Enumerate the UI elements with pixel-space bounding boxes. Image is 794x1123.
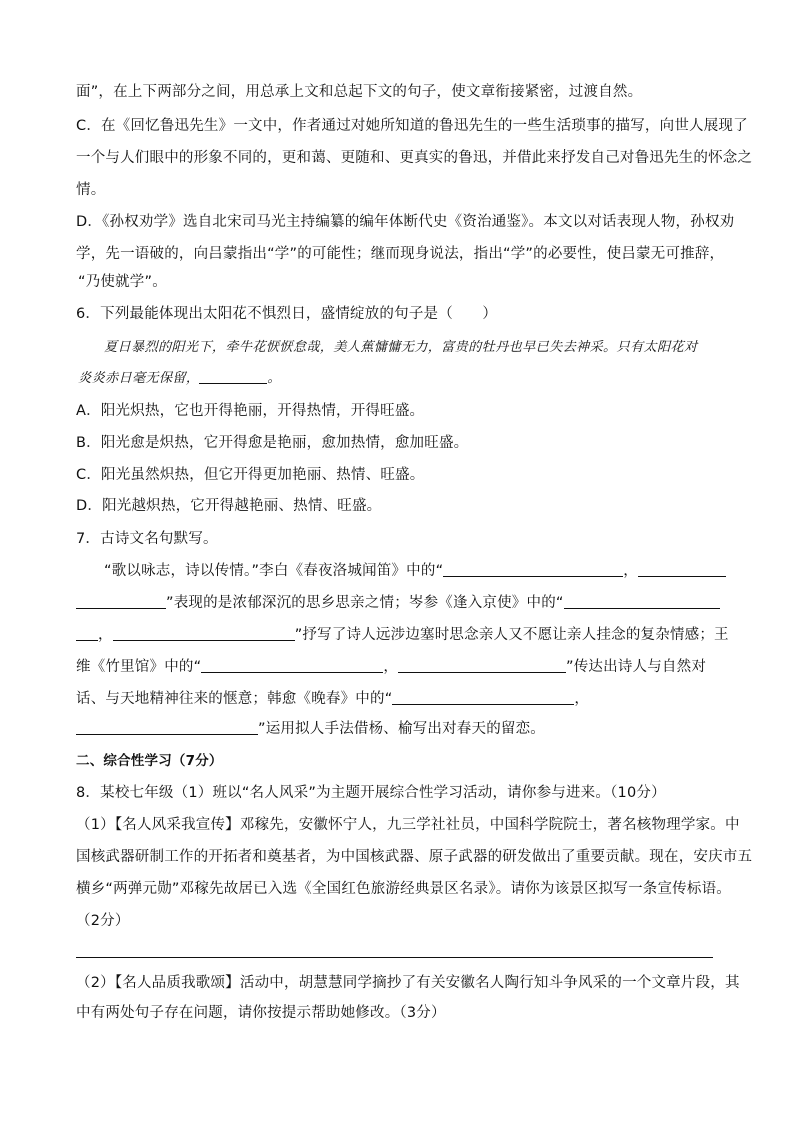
question-7-line: [76, 657, 706, 677]
text-span: “歌以咏志，诗以传情。”李白《春夜洛城闻笛》中的“: [104, 563, 444, 579]
text-span: ”传达出诗人与自然对: [566, 659, 707, 675]
question-8-2: （2）【名人品质我歌颂】活动中，胡慧慧同学摘抄了有关安徽名人陶行知斗争风采的一个文章片段，其: [76, 975, 740, 991]
answer-blank[interactable]: [201, 657, 383, 673]
poem-text: 。: [267, 371, 281, 386]
text-span: ，: [623, 563, 638, 579]
option-d: D．阳光越炽热，它开得越艳丽、热情、旺盛。: [76, 498, 382, 514]
question-7-line: [76, 689, 589, 709]
text-line: 国核武器研制工作的开拓者和奠基者，为中国核武器、原子武器的研发做出了重要贡献。现在，安庆市五: [76, 849, 753, 865]
text-span: ”表现的是浓郁深沉的思乡思亲之情；岑参《逢入京使》中的“: [166, 595, 564, 611]
text-line: 面”，在上下两部分之间，用总承上文和总起下文的句子，使文章衔接紧密，过渡自然。: [76, 84, 643, 100]
question-7-line: [76, 593, 720, 613]
option-b: B．阳光愈是炽热，它开得愈是艳丽，愈加热情，愈加旺盛。: [76, 435, 469, 451]
option-a: A．阳光炽热，它也开得艳丽，开得热情，开得旺盛。: [76, 403, 425, 419]
text-span: ，: [574, 691, 590, 707]
text-line: 学，先一语破的，向吕蒙指出“学”的可能性；继而现身说法，指出“学”的必要性，使吕蒙无可推辞，: [76, 246, 725, 262]
question-7-line: [104, 561, 726, 581]
question-8-1: （1）【名人风采我宣传】邓稼先，安徽怀宁人，九三学社社员，中国科学院院士，著名核物理学家。中: [76, 817, 740, 833]
answer-blank[interactable]: [76, 593, 166, 609]
text-line: 横乡“两弹元勋”邓稼先故居已入选《全国红色旅游经典景区名录》。请你为该景区拟写一条宣传标语。: [76, 881, 731, 897]
answer-blank[interactable]: [76, 625, 98, 641]
question-8: 8．某校七年级（1）班以“名人风采”为主题开展综合性学习活动，请你参与进来。（10分）: [76, 785, 666, 801]
poem-line: 夏日暴烈的阳光下，牵牛花恹恹怠哉，美人蕉慵慵无力，富贵的牡丹也早已失去神采。只有太阳花对: [104, 340, 698, 355]
text-span: ，: [383, 659, 399, 675]
option-d-line: D．《孙权劝学》选自北宋司马光主持编纂的编年体断代史《资治通鉴》。本文以对话表现人物，孙权劝: [76, 214, 735, 230]
text-line: 情。: [76, 182, 106, 198]
answer-blank[interactable]: [113, 625, 295, 641]
text-span: 话、与天地精神往来的惬意；韩愈《晚春》中的“: [76, 691, 393, 707]
question-6: 6．下列最能体现出太阳花不惧烈日，盛情绽放的句子是（ ）: [76, 306, 498, 322]
text-span: ，: [98, 627, 113, 643]
answer-blank[interactable]: [638, 561, 726, 577]
text-line: （2分）: [76, 913, 130, 929]
poem-line: [78, 368, 281, 389]
section-heading: 二、综合性学习（7分）: [76, 753, 223, 769]
answer-blank[interactable]: [392, 689, 574, 705]
text-line: 一个与人们眼中的形象不同的，更和蔼、更随和、更真实的鲁迅，并借此来抒发自己对鲁迅先生的怀念之: [76, 150, 753, 166]
text-span: ”运用拟人手法借杨、榆写出对春天的留恋。: [258, 721, 546, 737]
option-c-line: C．在《回忆鲁迅先生》一文中，作者通过对她所知道的鲁迅先生的一些生活琐事的描写，向世人展现了: [76, 118, 748, 134]
text-span: ”抒写了诗人远涉边塞时思念亲人又不愿让亲人挂念的复杂情感；王: [294, 627, 729, 643]
answer-blank[interactable]: [443, 561, 623, 577]
answer-blank[interactable]: [564, 593, 720, 609]
text-line: “乃使就学”。: [78, 274, 167, 290]
text-line: 中有两处句子存在问题，请你按提示帮助她修改。（3分）: [76, 1005, 446, 1021]
question-7-line: [76, 719, 545, 739]
answer-blank[interactable]: [199, 368, 267, 384]
question-7: 7．古诗文名句默写。: [76, 531, 218, 547]
option-c: C．阳光虽然炽热，但它开得更加艳丽、热情、旺盛。: [76, 467, 425, 483]
answer-line[interactable]: [76, 957, 713, 958]
question-7-line: [76, 625, 729, 645]
answer-blank[interactable]: [76, 719, 258, 735]
poem-text: 炎炎赤日毫无保留，: [78, 371, 200, 386]
text-span: 维《竹里馆》中的“: [76, 659, 202, 675]
answer-blank[interactable]: [398, 657, 566, 673]
